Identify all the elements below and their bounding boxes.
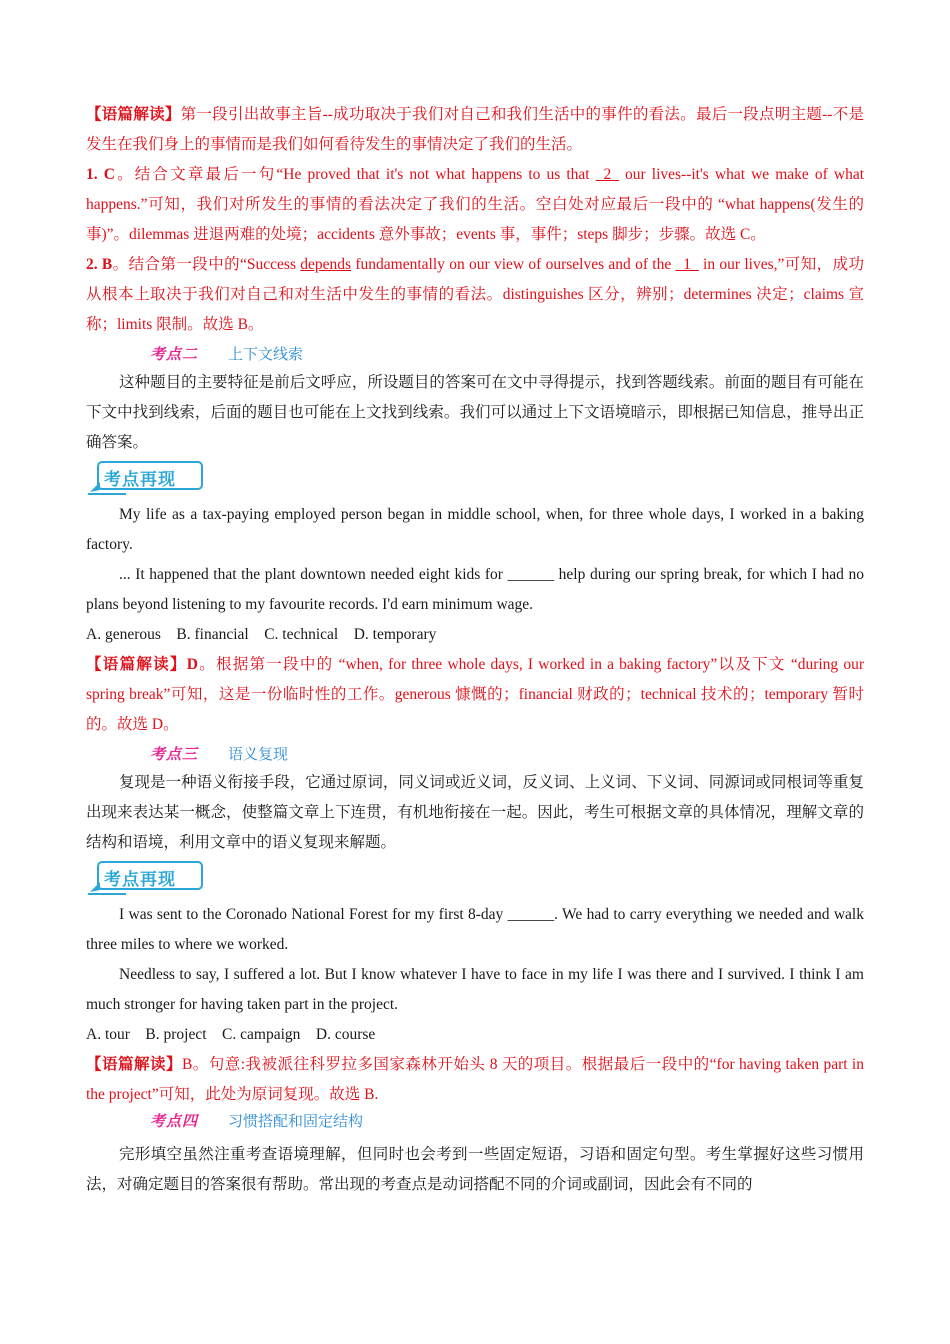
analysis-paragraph [86, 100, 864, 160]
banner-text: 考点再现 [104, 470, 176, 490]
passage-paragraph: I was sent to the Coronado National Forest for my first 8-day ______. We had to carry everything we needed and walk three miles to where we worked. [86, 906, 864, 953]
passage-paragraph: My life as a tax-paying employed person began in middle school, when, for three whole days, I worked in a baking factory. [86, 506, 864, 553]
section-title-4: 习惯搭配和固定结构 [228, 1112, 364, 1130]
analysis-text: 第一段引出故事主旨--成功取决于我们对自己和我们生活中的事件的看法。最后一段点明主题--不是发生在我们身上的事情而是我们如何看待发生的事情决定了我们的生活。 [86, 106, 864, 153]
answer-letter: D [186, 656, 198, 673]
passage-paragraph: ... It happened that the plant downtown needed eight kids for ______ help during our spring break, for which I had no plans beyond listening to my favourite records. I'd earn minimum wage. [86, 566, 864, 613]
answer-2-number: 2. B [86, 256, 113, 273]
underlined-depends: depends [300, 256, 352, 273]
exam-point-banner [86, 460, 204, 496]
answer-2: 2. B。结合第一段中的“Success depends fundamentally on our view of ourselves and of the _1_ in our lives,”可知，成功从根本上取决于我们对自己和对生活中发生的事情的看法。distinguishes 区分，辨别；determines 决定；claims 宣称；limits 限制。故选 B。 [86, 256, 864, 333]
answer-1-number: 1. C [86, 166, 115, 183]
section-label-2: 考点二 [150, 345, 199, 363]
section-heading-3 [86, 740, 864, 768]
section-heading-4 [86, 1110, 864, 1134]
passage-paragraph: Needless to say, I suffered a lot. But I know whatever I have to face in my life I was there and I survived. I think I am much stronger for having taken part in the project. [86, 966, 864, 1013]
section-heading-2 [86, 340, 864, 368]
document-page [86, 100, 864, 1200]
section-title-3: 语义复现 [228, 745, 289, 763]
section-title-2: 上下文线索 [228, 345, 304, 363]
exam-point-banner [86, 860, 204, 896]
blank-1: _1_ [675, 256, 699, 273]
blank-2: _2_ [595, 166, 619, 183]
section-body-4: 完形填空虽然注重考查语境理解，但同时也会考到一些固定短语，习语和固定句型。考生掌握好这些习惯用法，对确定题目的答案很有帮助。常出现的考查点是动词搭配不同的介词或副词，因此会有不同的 [86, 1146, 864, 1193]
answer-options: A. generous B. financial C. technical D. temporary [86, 626, 437, 643]
section-body-3: 复现是一种语义衔接手段，它通过原词，同义词或近义词，反义词、上义词、下义词、同源词或同根词等重复出现来表达某一概念，使整篇文章上下连贯，有机地衔接在一起。因此，考生可根据文章的具体情况，理解文章的结构和语境，利用文章中的语义复现来解题。 [86, 774, 864, 851]
answer-options: A. tour B. project C. campaign D. course [86, 1026, 376, 1043]
section-label-4: 考点四 [150, 1112, 199, 1130]
analysis-label: 【语篇解读】 [86, 106, 181, 123]
section-body-2: 这种题目的主要特征是前后文呼应，所设题目的答案可在文中寻得提示，找到答题线索。前面的题目有可能在下文中找到线索，后面的题目也可能在上文找到线索。我们可以通过上下文语境暗示，即根据已知信息，推导出正确答案。 [86, 374, 864, 451]
answer-1: 1. C。结合文章最后一句“He proved that it's not what happens to us that _2_ our lives--it's what we make of what happens.”可知，我们对所发生的事情的看法决定了我们的生活。空白处对应最后一段中的 “what happens(发生的事)”。dilemmas 进退两难的处境；accidents 意外事故；events 事，事件；steps 脚步；步骤。故选 C。 [86, 166, 865, 243]
analysis-paragraph: 【语篇解读】B。句意:我被派往科罗拉多国家森林开始头 8 天的项目。根据最后一段中的“for having taken part in the project”可知，此处为原词复现。故选 B. [86, 1056, 864, 1103]
banner-text: 考点再现 [104, 870, 176, 890]
section-label-3: 考点三 [150, 745, 199, 763]
analysis-paragraph: 【语篇解读】D。根据第一段中的 “when, for three whole days, I worked in a baking factory”以及下文 “during our spring break”可知，这是一份临时性的工作。generous 慷慨的；financial 财政的；technical 技术的；temporary 暂时的。故选 D。 [86, 656, 864, 733]
